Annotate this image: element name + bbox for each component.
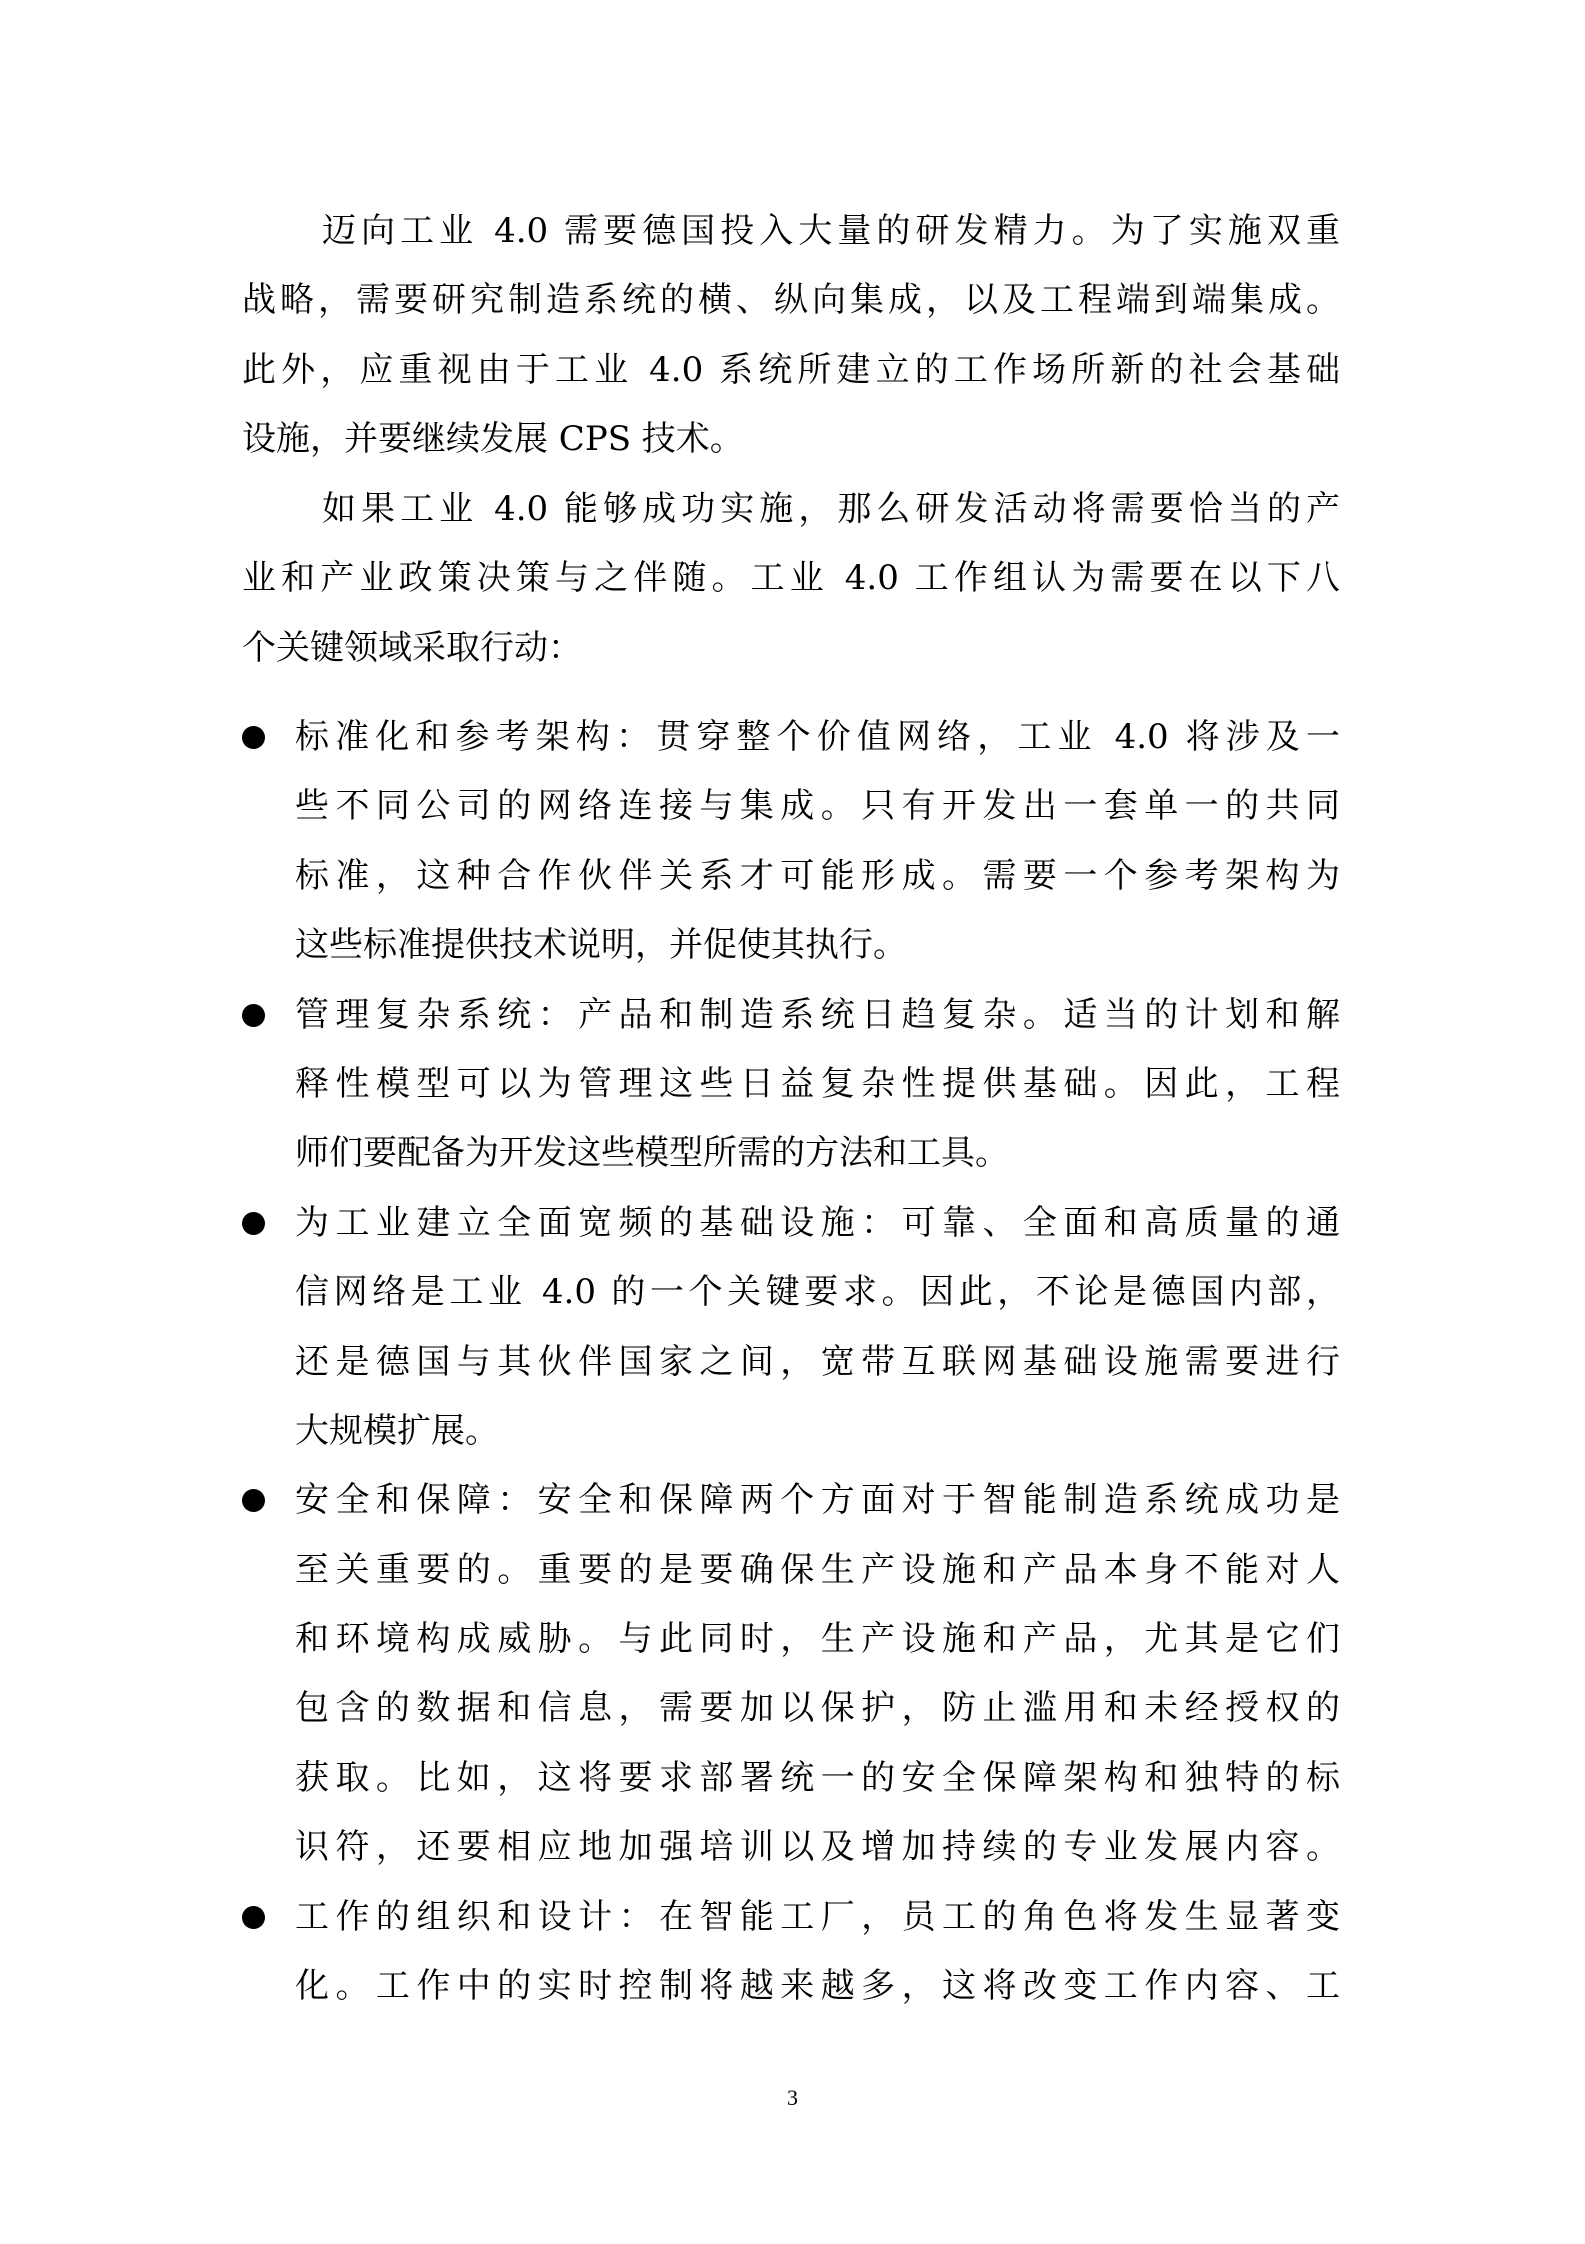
bullet-line: 些不同公司的网络连接与集成。只有开发出一套单一的共同 [295,786,1340,827]
bullet-line: 释性模型可以为管理这些日益复杂性提供基础。因此，工程 [295,1063,1340,1104]
bullet-line: 化。工作中的实时控制将越来越多，这将改变工作内容、工 [295,1966,1340,2007]
bullet-line: 这些标准提供技术说明，并促使其执行。 [295,925,907,966]
page-number: 3 [787,2085,798,2110]
paragraph-1 [242,197,1340,475]
paragraph-line: 此外，应重视由于工业 4.0 系统所建立的工作场所新的社会基础 [242,349,1340,390]
bullet-line: 信网络是工业 4.0 的一个关键要求。因此，不论是德国内部， [295,1272,1340,1313]
bullet-dot-icon [242,726,265,749]
bullet-line: 标准化和参考架构：贯穿整个价值网络，工业 4.0 将涉及一 [295,717,1340,757]
bullet-line: 工作的组织和设计：在智能工厂，员工的角色将发生显著变 [295,1896,1340,1937]
bullet-line: 还是德国与其伙伴国家之间，宽带互联网基础设施需要进行 [295,1341,1340,1382]
paragraph-line: 如果工业 4.0 能够成功实施，那么研发活动将需要恰当的产 [322,489,1340,529]
bullet-line: 安全和保障：安全和保障两个方面对于智能制造系统成功是 [295,1480,1340,1521]
bullet-line: 包含的数据和信息，需要加以保护，防止滥用和未经授权的 [295,1688,1340,1729]
bullet-line: 识符，还要相应地加强培训以及增加持续的专业发展内容。 [295,1827,1340,1868]
paragraph-line: 战略，需要研究制造系统的横、纵向集成，以及工程端到端集成。 [242,280,1340,321]
paragraph-line: 个关键领域采取行动： [242,627,582,668]
bullet-line: 获取。比如，这将要求部署统一的安全保障架构和独特的标 [295,1757,1340,1798]
paragraph-line: 业和产业政策决策与之伴随。工业 4.0 工作组认为需要在以下八 [242,558,1340,599]
bullet-item-broadband [242,1189,1340,1467]
bullet-dot-icon [242,1004,265,1027]
bullet-line: 师们要配备为开发这些模型所需的方法和工具。 [295,1133,1009,1174]
bullet-dot-icon [242,1212,265,1235]
paragraph-2 [242,475,1340,683]
bullet-item-standardization [242,703,1340,981]
bullet-line: 为工业建立全面宽频的基础设施：可靠、全面和高质量的通 [295,1202,1340,1243]
bullet-line: 大规模扩展。 [295,1410,499,1451]
paragraph-line: 设施，并要继续发展 CPS 技术。 [242,419,744,460]
bullet-item-complex-systems [242,981,1340,1189]
bullet-dot-icon [242,1489,265,1512]
paragraph-line: 迈向工业 4.0 需要德国投入大量的研发精力。为了实施双重 [322,211,1340,251]
bullet-item-work-organization [242,1883,1340,2022]
bullet-line: 和环境构成威胁。与此同时，生产设施和产品，尤其是它们 [295,1619,1340,1660]
bullet-line: 管理复杂系统：产品和制造系统日趋复杂。适当的计划和解 [295,994,1340,1035]
bullet-line: 标准，这种合作伙伴关系才可能形成。需要一个参考架构为 [295,855,1340,896]
bullet-item-safety-security [242,1466,1340,1882]
bullet-dot-icon [242,1906,265,1929]
bullet-list [242,703,1340,2021]
bullet-line: 至关重要的。重要的是要确保生产设施和产品本身不能对人 [295,1549,1340,1590]
